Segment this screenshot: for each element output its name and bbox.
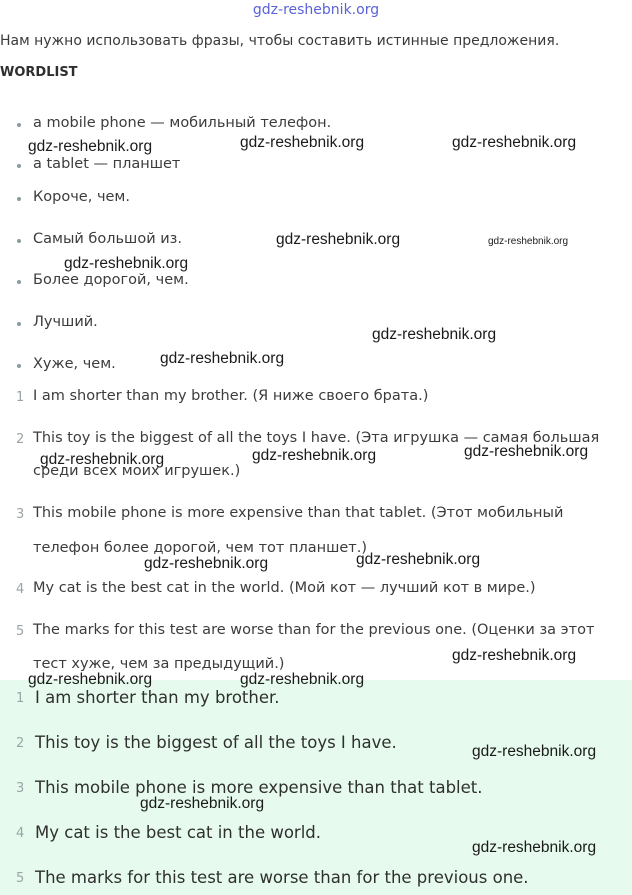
watermark: gdz-reshebnik.org [28, 671, 153, 688]
exercise-sentence: My cat is the best cat in the world. (Мой кот — лучший кот в мире.) [33, 580, 536, 596]
exercise-number: 4 [16, 582, 25, 597]
watermark: gdz-reshebnik.org [452, 647, 577, 664]
watermark: gdz-reshebnik.org [40, 451, 165, 468]
watermark: gdz-reshebnik.org [276, 231, 401, 248]
exercise-sentence: The marks for this test are worse than for the previous one. (Оценки за этот [33, 622, 595, 638]
watermark: gdz-reshebnik.org [64, 255, 189, 272]
watermark: gdz-reshebnik.org [472, 743, 597, 760]
exercise-sentence: This toy is the biggest of all the toys I have. (Эта игрушка — самая большая [33, 430, 600, 446]
wordlist-item: Хуже, чем. [33, 356, 116, 372]
answer-number: 2 [16, 736, 25, 751]
answer-number: 4 [16, 826, 25, 841]
exercise-number: 2 [16, 432, 25, 447]
watermark: gdz-reshebnik.org [28, 138, 153, 155]
watermark: gdz-reshebnik.org [452, 134, 577, 151]
exercise-number: 5 [16, 624, 25, 639]
watermark: gdz-reshebnik.org [464, 443, 589, 460]
exercise-sentence: This mobile phone is more expensive than that tablet. (Этот мобильный [33, 505, 564, 521]
watermark: gdz-reshebnik.org [160, 350, 285, 367]
watermark: gdz-reshebnik.org [144, 555, 269, 572]
exercise-number: 3 [16, 507, 25, 522]
exercise-sentence-continued: тест хуже, чем за предыдущий.) [33, 656, 285, 672]
watermark: gdz-reshebnik.org [240, 134, 365, 151]
wordlist-item: Более дорогой, чем. [33, 272, 189, 288]
watermark: gdz-reshebnik.org [252, 447, 377, 464]
watermark: gdz-reshebnik.org [372, 326, 497, 343]
answer-sentence: This mobile phone is more expensive than that tablet. [35, 778, 483, 797]
answer-sentence: This toy is the biggest of all the toys I have. [35, 733, 397, 752]
watermark: gdz-reshebnik.org [488, 236, 569, 247]
exercise-sentence-continued: телефон более дорогой, чем тот планшет.) [33, 540, 367, 556]
intro-text: Нам нужно использовать фразы, чтобы составить истинные предложения. [0, 33, 560, 49]
watermark: gdz-reshebnik.org [140, 795, 265, 812]
wordlist-item: a tablet — планшет [33, 156, 181, 172]
answer-sentence: The marks for this test are worse than for the previous one. [35, 868, 529, 887]
top-watermark: gdz-reshebnik.org [252, 2, 380, 18]
answer-number: 5 [16, 871, 25, 886]
answer-number: 3 [16, 781, 25, 796]
answer-sentence: I am shorter than my brother. [35, 688, 280, 707]
answer-sentence: My cat is the best cat in the world. [35, 823, 322, 842]
watermark: gdz-reshebnik.org [356, 551, 481, 568]
answer-number: 1 [16, 691, 25, 706]
exercise-sentence-continued: среди всех моих игрушек.) [33, 463, 241, 479]
exercise-sentence: I am shorter than my brother. (Я ниже своего брата.) [33, 388, 429, 404]
exercise-number: 1 [16, 390, 25, 405]
wordlist-item: Лучший. [33, 314, 98, 330]
watermark: gdz-reshebnik.org [472, 839, 597, 856]
wordlist-heading: WORDLIST [0, 65, 78, 80]
wordlist-item: a mobile phone — мобильный телефон. [33, 115, 332, 131]
wordlist-item: Самый большой из. [33, 231, 182, 247]
watermark: gdz-reshebnik.org [240, 671, 365, 688]
wordlist-item: Короче, чем. [33, 189, 130, 205]
